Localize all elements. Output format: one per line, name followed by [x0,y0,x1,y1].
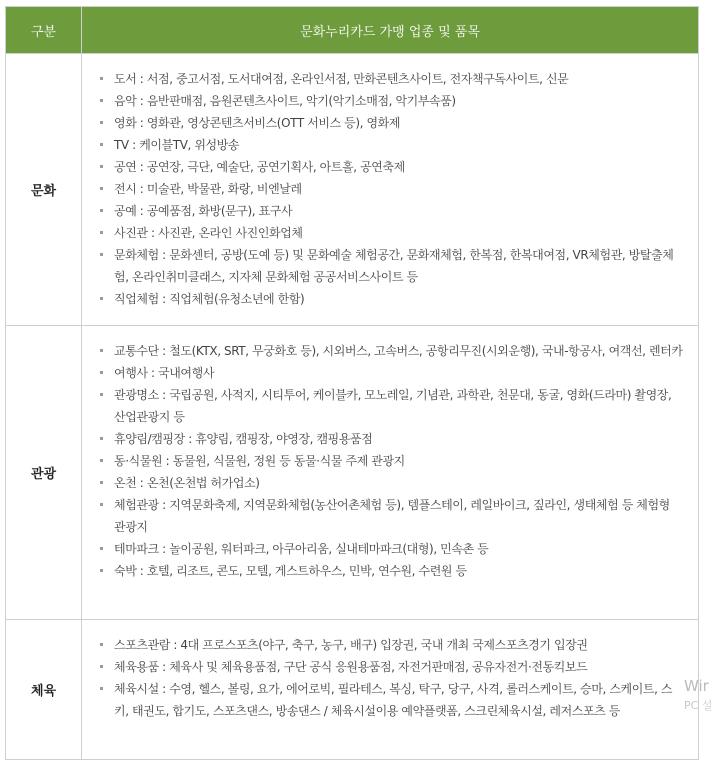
header-category: 구분 [6,7,82,54]
list-item: 음악 : 음반판매점, 음원콘텐츠사이트, 악기(악기소매점, 악기부속품) [100,90,684,112]
list-item: 영화 : 영화관, 영상콘텐츠서비스(OTT 서비스 등), 영화제 [100,112,684,134]
merchant-category-table [5,6,699,760]
list-item: 체육시설 : 수영, 헬스, 볼링, 요가, 에어로빅, 필라테스, 복싱, 탁구, 당구, 사격, 롤러스케이트, 승마, 스케이트, 스키, 태권도, 합기도, 스포츠댄스, 방송댄스 / 체육시설이용 예약플랫폼, 스크린체육시설, 레저스포츠 등 [100,678,684,722]
list-item: 여행사 : 국내여행사 [100,362,684,384]
table-row-culture [6,54,699,326]
list-item: 온천 : 온천(온천법 허가업소) [100,472,684,494]
bullet-icon [100,187,103,190]
table-row-sports [6,620,699,760]
bullet-icon [100,371,103,374]
bullet-icon [100,143,103,146]
row-category: 체육 [6,620,82,760]
bullet-icon [100,643,103,646]
activation-watermark [684,676,712,716]
industry-table-container [5,6,698,760]
list-item: 도서 : 서점, 중고서점, 도서대여점, 온라인서점, 만화콘텐츠사이트, 전자책구독사이트, 신문 [100,68,684,90]
header-items: 문화누리카드 가맹 업종 및 품목 [82,7,699,54]
bullet-icon [100,481,103,484]
list-item: 전시 : 미술관, 박물관, 화랑, 비엔날레 [100,178,684,200]
bullet-icon [100,99,103,102]
list-item: 사진관 : 사진관, 온라인 사진인화업체 [100,222,684,244]
table-row-tourism [6,326,699,620]
list-item: 스포츠관람 : 4대 프로스포츠(야구, 축구, 농구, 배구) 입장권, 국내 개최 국제스포츠경기 입장권 [100,634,684,656]
bullet-icon [100,687,103,690]
list-item: 동·식물원 : 동물원, 식물원, 정원 등 동물·식물 주제 관광지 [100,450,684,472]
bullet-icon [100,77,103,80]
bullet-icon [100,297,103,300]
list-item: 문화체험 : 문화센터, 공방(도예 등) 및 문화예술 체험공간, 문화재체험, 한복점, 한복대여점, VR체험관, 방탈출체험, 온라인취미클래스, 지자체 문화체험 공공서비스사이트 등 [100,244,684,288]
list-item: 교통수단 : 철도(KTX, SRT, 무궁화호 등), 시외버스, 고속버스, 공항리무진(시외운행), 국내-항공사, 여객선, 렌터카 [100,340,684,362]
bullet-icon [100,665,103,668]
bullet-icon [100,459,103,462]
list-item: 휴양림/캠핑장 : 휴양림, 캠핑장, 야영장, 캠핑용품점 [100,428,684,450]
list-item: 공연 : 공연장, 극단, 예술단, 공연기획사, 아트홀, 공연축제 [100,156,684,178]
list-item: 관광명소 : 국립공원, 사적지, 시티투어, 케이블카, 모노레일, 기념관, 과학관, 천문대, 동굴, 영화(드라마) 촬영장, 산업관광지 등 [100,384,684,428]
bullet-icon [100,437,103,440]
item-list [100,340,684,582]
list-item: 직업체험 : 직업체험(유청소년에 한함) [100,288,684,310]
row-items-cell [82,620,699,760]
list-item: 체험관광 : 지역문화축제, 지역문화체험(농산어촌체험 등), 템플스테이, 레일바이크, 짚라인, 생태체험 등 체험형 관광지 [100,494,684,538]
bullet-icon [100,503,103,506]
table-header-row [6,7,699,54]
list-item: 공예 : 공예품점, 화방(문구), 표구사 [100,200,684,222]
row-category: 관광 [6,326,82,620]
bullet-icon [100,253,103,256]
bullet-icon [100,547,103,550]
row-items-cell [82,54,699,326]
bullet-icon [100,393,103,396]
bullet-icon [100,121,103,124]
row-category: 문화 [6,54,82,326]
item-list [100,634,684,722]
list-item: 테마파크 : 놀이공원, 워터파크, 아쿠아리움, 실내테마파크(대형), 민속촌 등 [100,538,684,560]
watermark-line-2: PC 설 [684,699,712,712]
bullet-icon [100,165,103,168]
bullet-icon [100,209,103,212]
list-item: 숙박 : 호텔, 리조트, 콘도, 모텔, 게스트하우스, 민박, 연수원, 수련원 등 [100,560,684,582]
list-item: 체육용품 : 체육사 및 체육용품점, 구단 공식 응원용품점, 자전거판매점, 공유자전거·전동킥보드 [100,656,684,678]
bullet-icon [100,349,103,352]
list-item: TV : 케이블TV, 위성방송 [100,134,684,156]
item-list [100,68,684,310]
bullet-icon [100,231,103,234]
watermark-line-1: Wir [684,677,709,695]
row-items-cell [82,326,699,620]
bullet-icon [100,569,103,572]
